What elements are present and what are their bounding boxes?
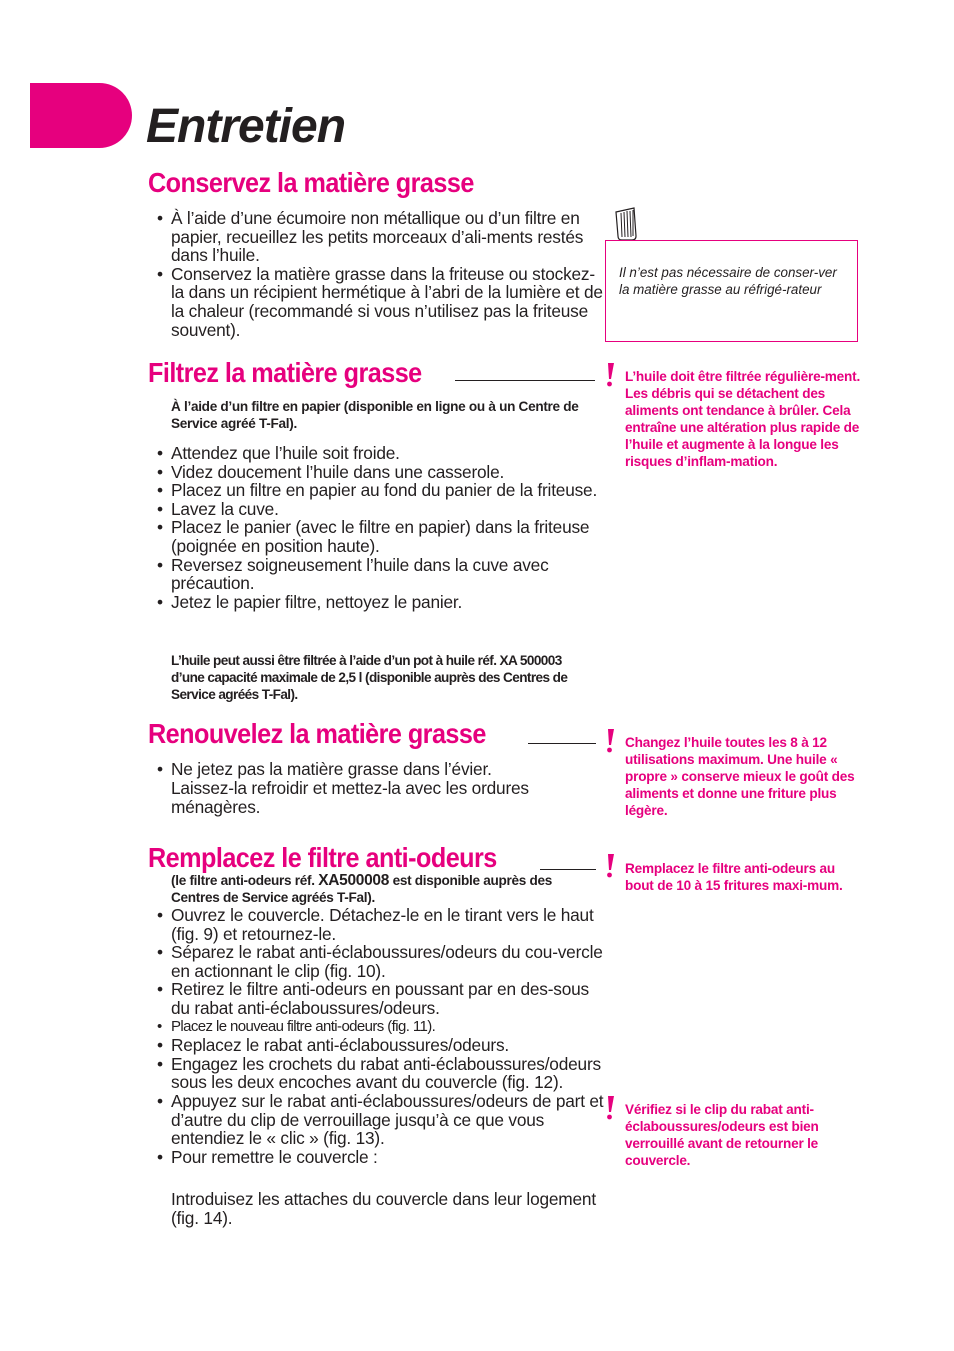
list-item: • Placez un filtre en papier au fond du panier de la friteuse. (155, 481, 605, 500)
warning-icon (603, 853, 617, 879)
heading-rule (455, 380, 595, 381)
list-item: • Retirez le filtre anti-odeurs en poussant par en des-sous du rabat anti-éclaboussures/odeurs. (155, 980, 605, 1017)
list-item: • Videz doucement l’huile dans une casserole. (155, 463, 605, 482)
list-item: • Replacez le rabat anti-éclaboussures/odeurs. (155, 1036, 605, 1055)
filter-intro: À l’aide d’un filtre en papier (disponible en ligne ou à un Centre de Service agréé T-Fal). (171, 399, 579, 431)
list-renouvelez (155, 760, 605, 779)
renew-continuation: Laissez-la refroidir et mettez-la avec les ordures ménagères. (171, 778, 529, 817)
warning-icon (603, 728, 617, 754)
heading-renouvelez: Renouvelez la matière grasse (148, 718, 486, 749)
list-item: • Conservez la matière grasse dans la friteuse ou stockez-la dans un récipient hermétique à l’abri de la lumière et de la chaleur (recommandé si vous n’utilisez pas la friteuse souvent). (155, 265, 605, 339)
list-filtrez (155, 444, 605, 611)
list-item: • À l’aide d’une écumoire non métallique ou d’un filtre en papier, recueillez les petits morceaux d’ali-ments restés dans l’huile. (155, 209, 605, 265)
warning-icon (603, 362, 617, 388)
list-item: • Ouvrez le couvercle. Détachez-le en le tirant vers le haut (fig. 9) et retournez-le. (155, 906, 605, 943)
list-item: • Séparez le rabat anti-éclaboussures/odeurs du cou-vercle en actionnant le clip (fig. 10). (155, 943, 605, 980)
lid-continuation: Introduisez les attaches du couvercle dans leur logement (fig. 14). (171, 1189, 596, 1228)
heading-remplacez: Remplacez le filtre anti-odeurs (148, 842, 497, 873)
filter-reference (171, 872, 591, 906)
list-item: • Placez le nouveau filtre anti-odeurs (fig. 11). (155, 1018, 605, 1037)
page-title: Entretien (146, 100, 346, 153)
ref-suffix: est disponible auprès des Centres de Service agréés T-Fal). (171, 873, 553, 905)
list-item: • Reversez soigneusement l’huile dans la cuve avec précaution. (155, 556, 605, 593)
heading-filtrez: Filtrez la matière grasse (148, 357, 422, 388)
ref-prefix: (le filtre anti-odeurs réf. (171, 873, 315, 888)
heading-rule (528, 743, 596, 744)
warning-filter-replace: Remplacez le filtre anti-odeurs au bout de 10 à 15 fritures maxi-mum. (625, 861, 843, 893)
info-note: Il n’est pas nécessaire de conser-ver la matière grasse au réfrigé-rateur (619, 265, 837, 297)
warning-clip: Vérifiez si le clip du rabat anti-éclaboussures/odeurs est bien verrouillé avant de retourner le couvercle. (625, 1102, 819, 1168)
warning-change-oil: Changez l’huile toutes les 8 à 12 utilisations maximum. Une huile « propre » conserve mieux le goût des aliments et donne une friture plus légère. (625, 735, 855, 818)
list-conservez (155, 209, 605, 339)
list-item: • Appuyez sur le rabat anti-éclaboussures/odeurs de part et d’autre du clip de verrouillage jusqu’à ce que vous entendiez le « clic » (fig. 13). (155, 1092, 605, 1148)
list-item: • Ne jetez pas la matière grasse dans l’évier. (155, 760, 605, 779)
list-item: • Engagez les crochets du rabat anti-éclaboussures/odeurs sous les deux encoches avant du couvercle (fig. 12). (155, 1055, 605, 1092)
section-tab-marker (30, 83, 132, 148)
heading-rule (540, 869, 596, 870)
list-item: • Jetez le papier filtre, nettoyez le panier. (155, 593, 605, 612)
oil-pot-note: L’huile peut aussi être filtrée à l’aide d’un pot à huile réf. XA 500003 d’une capacité maximale de 2,5 l (disponible auprès des Centres de Service agréés T-Fal). (171, 653, 568, 702)
warning-filter: L’huile doit être filtrée régulière-ment. Les débris qui se détachent des aliments ont tendance à brûler. Cela entraîne une altération plus rapide de l’huile et augmente à la longue les risques d’inflam-mation. (625, 369, 861, 469)
heading-conservez: Conservez la matière grasse (148, 167, 474, 198)
list-item: • Pour remettre le couvercle : (155, 1148, 605, 1167)
ref-code: XA500008 (318, 872, 390, 889)
list-item: • Lavez la cuve. (155, 500, 605, 519)
list-item: • Placez le panier (avec le filtre en papier) dans la friteuse (poignée en position haute). (155, 518, 605, 555)
note-pad-icon (614, 206, 638, 242)
warning-icon (603, 1095, 617, 1121)
list-remplacez (155, 906, 605, 1166)
list-item: • Attendez que l’huile soit froide. (155, 444, 605, 463)
